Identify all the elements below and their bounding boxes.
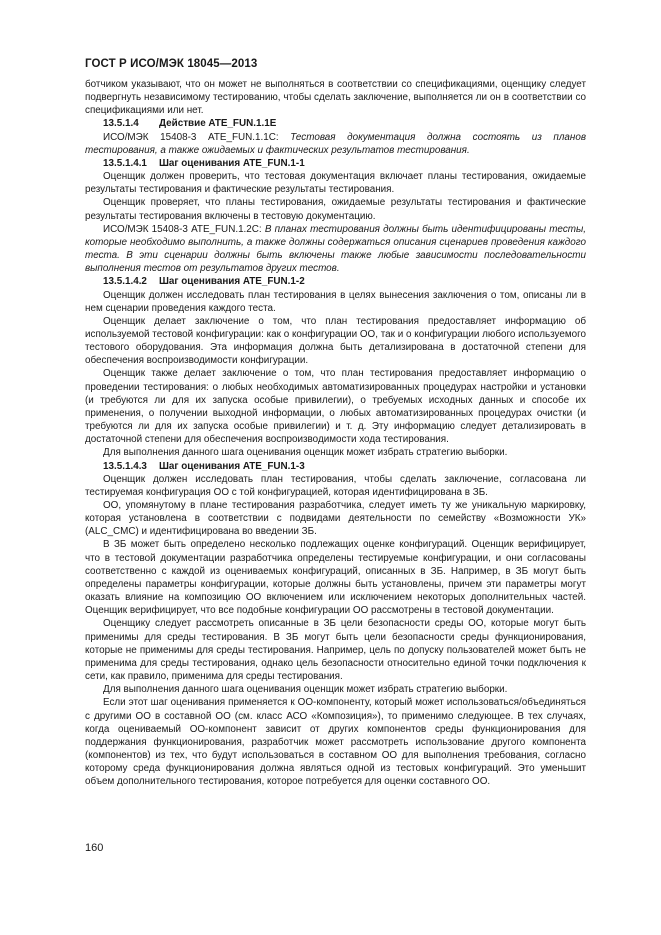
requirement-paragraph [85,131,586,157]
paragraph: Оценщик проверяет, что планы тестирования, ожидаемые результаты тестирования и фактические результаты тестирования включены в тестовую документацию. [85,197,586,222]
page-number: 160 [85,842,104,854]
requirement-text: В планах тестирования должны быть идентифицированы тесты, которые необходимо выполнить, а также должны содержаться описания сценариев проведения каждого теста. В эти сценарии должны быть включены также любые зависимости последовательности выполнения тестов от результатов других тестов. [85,223,586,275]
page-header: ГОСТ Р ИСО/МЭК 18045—2013 [85,58,258,70]
section-heading [85,117,586,130]
section-title: Шаг оценивания ATE_FUN.1-1 [159,157,305,169]
document-body [85,78,586,788]
section-number: 13.5.1.4.1 [103,157,147,169]
section-heading [85,157,586,170]
standard-reference: ИСО/МЭК 15408-3 ATE_FUN.1.1C: [103,131,291,143]
standard-reference: ИСО/МЭК 15408-3 ATE_FUN.1.2C: [103,223,265,235]
paragraph: Для выполнения данного шага оценивания оценщик может избрать стратегию выборки. [103,447,508,459]
section-title: Шаг оценивания ATE_FUN.1-2 [159,276,305,288]
paragraph: Оценщик должен исследовать план тестирования, чтобы сделать заключение, согласована ли тестируемая конфигурация ОО с той конфигурацией, которая идентифицирована в ЗБ. [85,473,586,498]
requirement-text: Тестовая документация должна состоять из планов тестирования, а также ожидаемых и фактических результатов тестирования. [85,131,586,156]
paragraph: Оценщику следует рассмотреть описанные в ЗБ цели безопасности среды ОО, которые могут быть применимы для среды тестирования. В ЗБ могут быть цели безопасности среды функционирования, которые не применимы для среды тестирования. Например, цель по допуску пользователей может быть не применима для среды тестирования, однако цель безопасности относительно единой точки подключения к сети, как правило, применима для среды тестирования. [85,618,586,683]
section-title: Шаг оценивания ATE_FUN.1-3 [159,460,305,472]
section-title: Действие ATE_FUN.1.1E [159,118,277,130]
paragraph: Оценщик должен исследовать план тестирования в целях вынесения заключения о том, описаны ли в нем сценарии проведения каждого теста. [85,289,586,314]
paragraph: Если этот шаг оценивания применяется к ОО-компоненту, который может использоваться/объединяться с другими ОО в составной ОО (см. класс АСО «Композиция»), то применимо следующее. В тех случаях, когда оцениваемый ОО-компонент зависит от других компонентов среды функционирования для поддержания функционирования, разработчик может рассмотреть использование другого компонента (компонентов) из тех, что будут использоваться в составном ОО для выполнения требования, согласно которому среда функционирования должна являться одной из тестовых конфигураций. Это уменьшит объем дополнительного тестирования, которое потребуется для оценки составного ОО. [85,697,586,788]
paragraph: Оценщик делает заключение о том, что план тестирования предоставляет информацию об используемой тестовой конфигурации: как о конфигурации ОО, так и о конфигурации любого используемого тестового оборудования. Эта информация должна быть детализирована в достаточной степени для обеспечения воспроизводимости конфигурации. [85,315,586,367]
section-number: 13.5.1.4.2 [103,276,147,288]
section-number: 13.5.1.4 [103,118,139,130]
paragraph: Оценщик должен проверить, что тестовая документация включает планы тестирования, ожидаемые результаты тестирования и фактические результаты тестирования. [85,171,586,196]
paragraph: Для выполнения данного шага оценивания оценщик может избрать стратегию выборки. [103,684,508,696]
paragraph: В ЗБ может быть определено несколько подлежащих оценке конфигураций. Оценщик верифицирует, что в тестовой документации разработчика определены тестируемые конфигурации, и они согласованы соответственно с каждой из оцениваемых конфигураций, описанных в ЗБ. Например, в ЗБ могут быть определены параметры конфигурации, которые должны быть установлены, причем эти параметры могут оказать влияние на композицию ОО включением или исключением некоторых дополнительных частей. Оценщик верифицирует, что все подобные конфигурации ОО рассмотрены в тестовой документации. [85,539,586,617]
paragraph: ОО, упомянутому в плане тестирования разработчика, следует иметь ту же уникальную маркировку, которая установлена в соответствии с подвидами деятельности по семейству «Возможности УК» (ALC_CMC) и идентифицирована во введении ЗБ. [85,500,586,538]
section-heading [85,460,586,473]
section-heading [85,275,586,288]
paragraph: Оценщик также делает заключение о том, что план тестирования предоставляет информацию о проведении тестирования: о любых необходимых автоматизированных процедурах настройки и установки (и требуются ли для их запуска особые привилегии), о требуемых исходных данных и способе их применения, о получении выходной информации, о любых автоматизированных процедурах очистки (и требуются ли для их запуска особые привилегии) и т. д. Эту информацию следует детализировать в достаточной степени для обеспечения воспроизводимости хода тестирования. [85,368,586,446]
section-number: 13.5.1.4.3 [103,460,147,472]
paragraph: ботчиком указывают, что он может не выполняться в соответствии со спецификациями, оценщику следует подвергнуть независимому тестированию, чтобы сделать заключение, выполняется ли он в соответствии со спецификациями или нет. [85,79,586,117]
requirement-paragraph [85,223,586,276]
